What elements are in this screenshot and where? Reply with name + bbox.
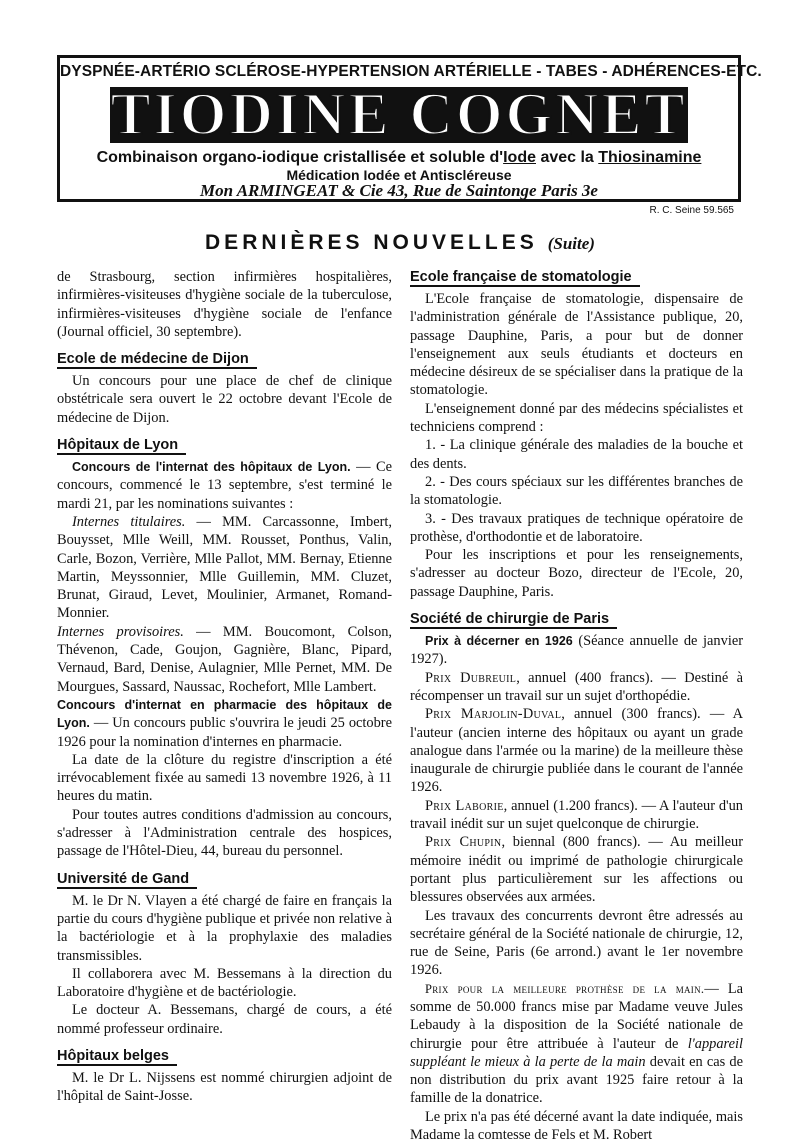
right-column bbox=[410, 268, 743, 1144]
pharmacie-paragraph: Concours d'internat en pharmacie des hôpitaux de Lyon. — Un concours public s'ouvrira le jeudi 25 octobre 1926 pour la nomination d'internes en pharmacie. bbox=[57, 697, 392, 750]
ad-brand-name: TIODINE COGNET bbox=[110, 81, 688, 147]
page-title: DERNIÈRES NOUVELLES bbox=[205, 231, 538, 254]
prix-laborie: Prix Laborie, annuel (1.200 francs). — A l'auteur d'un travail inédit sur un sujet quelconque de chirurgie. bbox=[410, 797, 744, 833]
cloture-paragraph: La date de la clôture du registre d'inscription a été irrévocablement fixée au samedi 13 novembre 1926, à 11 heures du matin. bbox=[57, 751, 392, 805]
gand-paragraph-3: Le docteur A. Bessemans, chargé de cours, a été nommé professeur ordinaire. bbox=[57, 1002, 392, 1037]
prix-marjolin-duval: Prix Marjolin-Duval, annuel (300 francs). — A l'auteur (ancien interne des hôpitaux ou ayant un grade analogue dans l'armée ou la marine) de la meilleure thèse inaugurale de chirurgie publiée dans le courant de l'année 1926. bbox=[410, 706, 743, 796]
lyon-internat-paragraph: Concours de l'internat des hôpitaux de Lyon. — Ce concours, commencé le 13 septembre, s'est terminé le mardi 21, par les nominations suivantes : bbox=[57, 459, 392, 512]
prix-header-paragraph: Prix à décerner en 1926 (Séance annuelle de janvier 1927). bbox=[410, 633, 743, 668]
section-heading-stomatologie: Ecole française de stomatologie bbox=[410, 268, 743, 287]
stomato-paragraph-2: L'enseignement donné par des médecins spécialistes et techniciens comprend : bbox=[410, 400, 743, 436]
stomato-item-2: 2. - Des cours spéciaux sur les différentes branches de la stomatologie. bbox=[410, 473, 743, 509]
section-heading-gand: Université de Gand bbox=[57, 870, 392, 889]
prix-prothese-paragraph: Prix pour la meilleure prothèse de la main.— La somme de 50.000 francs mise par Madame veuve Jules Lebaudy à la disposition de la Société nationale de chirurgie pour être attribuée à l'auteur de l'appareil suppléant le mieux à la perte de la main devait en cas de non distribution du prix avant 1925 faire retour à la famille de la donatrice. bbox=[410, 980, 744, 1107]
ad-medication: Médication Iodée et Antiscléreuse bbox=[286, 167, 512, 183]
ad-desc-iode: Iode bbox=[503, 149, 536, 166]
stomato-item-1: 1. - La clinique générale des maladies de la bouche et des dents. bbox=[410, 437, 743, 472]
left-column bbox=[57, 268, 392, 1106]
gand-paragraph-1: M. le Dr N. Vlayen a été chargé de faire en français la partie du cours d'hygiène publique et privée non relative à la bactériologie et à la prophylaxie des maladies transmissibles. bbox=[57, 892, 392, 964]
advertisement bbox=[57, 55, 762, 202]
ad-address: Mon ARMINGEAT & Cie 43, Rue de Saintonge Paris 3e bbox=[200, 181, 598, 200]
ad-desc-pre: Combinaison organo-iodique cristallisée et soluble d' bbox=[96, 149, 504, 166]
page-heading bbox=[0, 231, 800, 255]
section-heading-chirurgie: Société de chirurgie de Paris bbox=[410, 610, 743, 629]
ad-indications: DYSPNÉE-ARTÉRIO SCLÉROSE-HYPERTENSION ARTÉRIELLE - TABES - ADHÉRENCES-ETC. bbox=[60, 63, 762, 80]
page-title-suite: (Suite) bbox=[547, 234, 595, 253]
ad-desc-thio: Thiosinamine bbox=[598, 149, 702, 166]
internes-provisoires-paragraph: Internes provisoires. — MM. Boucomont, Colson, Thévenon, Cade, Goujon, Gagnière, Blanc, Pipard, Vernaud, Bard, Denise, Aulagnier, Mlle Pernet, MM. De Mourgues, Sassard, Naussac, Rochefort, Mlle Lambert. bbox=[57, 623, 392, 695]
stomato-item-3: 3. - Des travaux pratiques de technique opératoire de prothèse, d'orthodontie et de laboratoire. bbox=[410, 510, 743, 545]
stomato-inscriptions: Pour les inscriptions et pour les renseignements, s'adresser au docteur Bozo, directeur de l'Ecole, 20, passage Dauphine, Paris. bbox=[410, 547, 743, 600]
belges-paragraph: M. le Dr L. Nijssens est nommé chirurgien adjoint de l'hôpital de Saint-Josse. bbox=[57, 1069, 392, 1105]
section-heading-dijon: Ecole de médecine de Dijon bbox=[57, 350, 392, 369]
registry-number: R. C. Seine 59.565 bbox=[649, 205, 734, 216]
section-heading-belges: Hôpitaux belges bbox=[57, 1047, 392, 1066]
final-paragraph: Le prix n'a pas été décerné avant la date indiquée, mais Madame la comtesse de Fels et M. Robert bbox=[410, 1108, 743, 1144]
ad-desc-mid: avec la bbox=[536, 149, 599, 166]
travaux-paragraph: Les travaux des concurrents devront être adressés au secrétaire général de la Société nationale de chirurgie, 12, rue de Seine, Paris (6e arrond.) avant le 1er novembre 1926. bbox=[410, 907, 743, 979]
prix-chupin: Prix Chupin, biennal (800 francs). — Au meilleur mémoire inédit ou imprimé de pathologie chirurgicale portant plus particulièrement sur les affections ou blessures observées aux armées. bbox=[410, 834, 743, 906]
stomato-paragraph-1: L'Ecole française de stomatologie, dispensaire de l'administration générale de l'Assistance publique, 20, passage Dauphine, Paris, a pour but de donner l'enseignement aux seuls étudiants et docteurs en médecine désireux de se spécialiser dans la pratique de la stomatologie. bbox=[410, 291, 743, 399]
internes-titulaires-paragraph: Internes titulaires. — MM. Carcassonne, Imbert, Bouysset, Mlle Weill, MM. Rousset, Ponthus, Valin, Carle, Bozon, Verrière, Mlle Pallot, MM. Bernay, Etienne Martin, Meyssonnier, Mlle Guillemin, MM. Cluzet, Brunat, Giraud, Levet, Moulinier, Armanet, Romand-Monnier. bbox=[57, 513, 392, 622]
intro-paragraph: de Strasbourg, section infirmières hospitalières, infirmières-visiteuses d'hygiène sociale de la tuberculose, infirmières-visiteuses d'hygiène sociale de l'enfance (Journal officiel, 30 septembre). bbox=[57, 269, 392, 340]
ad-description bbox=[60, 149, 738, 167]
section-heading-lyon: Hôpitaux de Lyon bbox=[57, 436, 392, 455]
conditions-paragraph: Pour toutes autres conditions d'admission au concours, s'adresser à l'Administration centrale des hospices, passage de l'Hôtel-Dieu, 44, bureau du personnel. bbox=[57, 806, 392, 860]
gand-paragraph-2: Il collaborera avec M. Bessemans à la direction du Laboratoire d'hygiène et de bactériologie. bbox=[57, 965, 392, 1001]
prix-dubreuil: Prix Dubreuil, annuel (400 francs). — Destiné à récompenser un travail sur un sujet d'orthopédie. bbox=[410, 669, 744, 704]
dijon-paragraph: Un concours pour une place de chef de clinique obstétricale sera ouvert le 22 octobre devant l'Ecole de médecine de Dijon. bbox=[57, 373, 392, 426]
